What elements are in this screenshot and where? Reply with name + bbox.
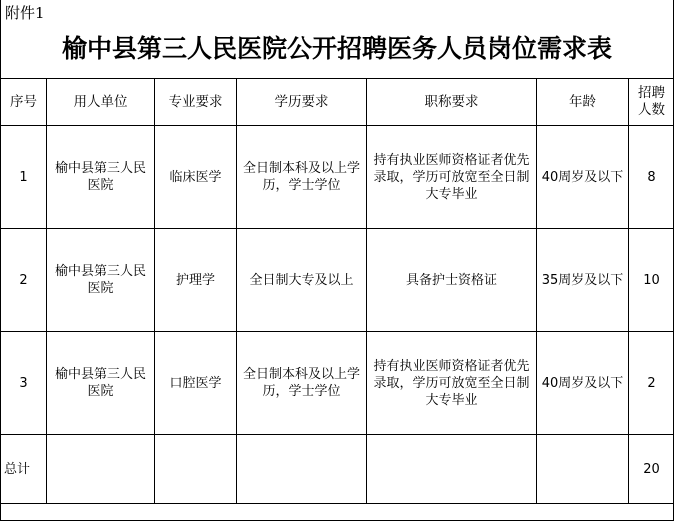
- total-empty-cell: [47, 435, 155, 504]
- cell-major: 临床医学: [155, 126, 237, 229]
- total-empty-cell: [537, 435, 629, 504]
- table-row: [1, 126, 674, 229]
- cell-major: 口腔医学: [155, 332, 237, 435]
- total-count: 20: [629, 435, 674, 504]
- cell-count: 2: [629, 332, 674, 435]
- total-row: [1, 435, 674, 504]
- cell-title-requirement: 具备护士资格证: [367, 229, 537, 332]
- header-education: 学历要求: [237, 79, 367, 126]
- total-label: 总计: [1, 435, 47, 504]
- attachment-label: 附件1: [5, 4, 45, 22]
- cell-education: 全日制本科及以上学历，学士学位: [237, 332, 367, 435]
- table-row: [1, 229, 674, 332]
- cell-unit: 榆中县第三人民医院: [47, 126, 155, 229]
- cell-title-requirement: 持有执业医师资格证者优先录取，学历可放宽至全日制大专毕业: [367, 126, 537, 229]
- cell-age: 40周岁及以下: [537, 126, 629, 229]
- cell-seq: 2: [1, 229, 47, 332]
- requirements-table: [0, 78, 674, 504]
- table-header-row: [1, 79, 674, 126]
- header-title-requirement: 职称要求: [367, 79, 537, 126]
- cell-unit: 榆中县第三人民医院: [47, 332, 155, 435]
- total-empty-cell: [367, 435, 537, 504]
- header-count: 招聘人数: [629, 79, 674, 126]
- header-seq: 序号: [1, 79, 47, 126]
- cell-count: 8: [629, 126, 674, 229]
- cell-unit: 榆中县第三人民医院: [47, 229, 155, 332]
- cell-education: 全日制本科及以上学历，学士学位: [237, 126, 367, 229]
- total-empty-cell: [155, 435, 237, 504]
- cell-seq: 3: [1, 332, 47, 435]
- cell-education: 全日制大专及以上: [237, 229, 367, 332]
- header-unit: 用人单位: [47, 79, 155, 126]
- cell-age: 40周岁及以下: [537, 332, 629, 435]
- header-major: 专业要求: [155, 79, 237, 126]
- header-age: 年龄: [537, 79, 629, 126]
- document-title: 榆中县第三人民医院公开招聘医务人员岗位需求表: [61, 34, 612, 63]
- cell-count: 10: [629, 229, 674, 332]
- cell-major: 护理学: [155, 229, 237, 332]
- total-empty-cell: [237, 435, 367, 504]
- cell-title-requirement: 持有执业医师资格证者优先录取，学历可放宽至全日制大专毕业: [367, 332, 537, 435]
- cell-seq: 1: [1, 126, 47, 229]
- cell-age: 35周岁及以下: [537, 229, 629, 332]
- table-row: [1, 332, 674, 435]
